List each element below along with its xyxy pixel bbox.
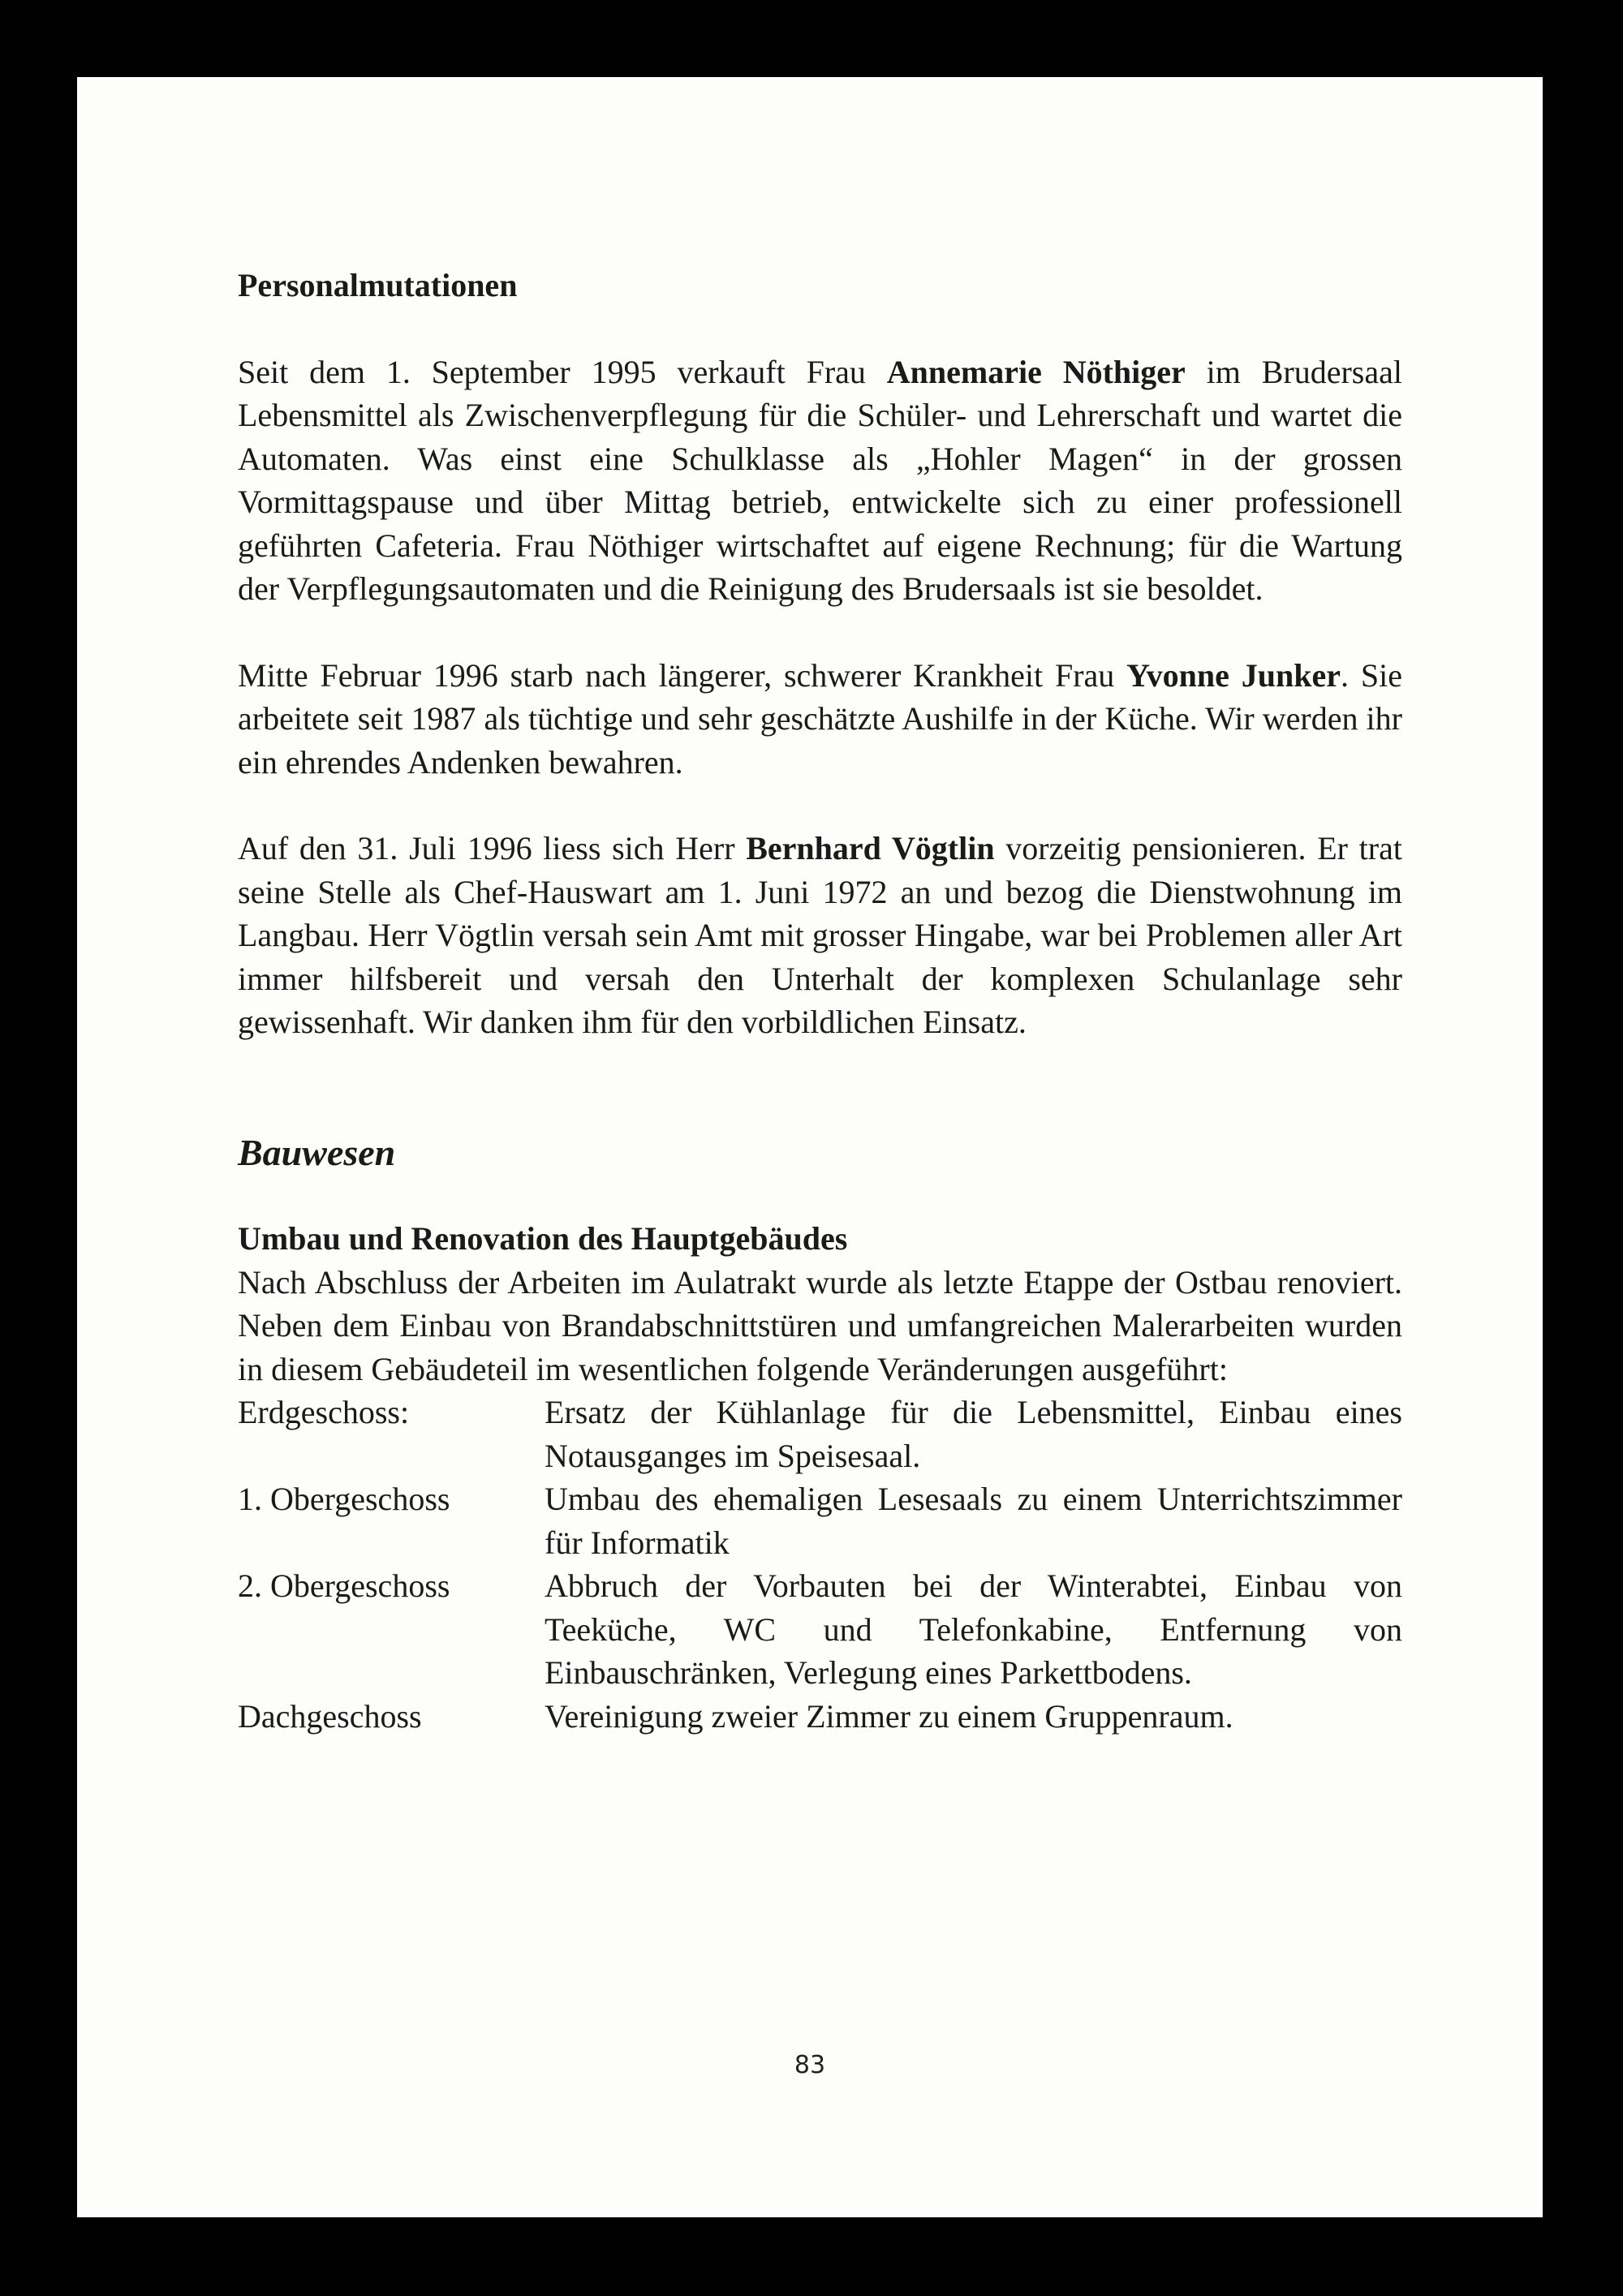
floor-list (238, 1391, 1402, 1738)
paragraph-voegtlin: Auf den 31. Juli 1996 liess sich Herr Bernhard Vögtlin vorzeitig pensionieren. Er trat seine Stelle als Chef-Hauswart am 1. Juni 1972 an und bezog die Dienstwohnung im Langbau. Herr Vögtlin versah sein Amt mit grosser Hingabe, war bei Problemen aller Art immer hilfsbereit und versah den Unterhalt der komplexen Schulanlage sehr gewissenhaft. Wir danken ihm für den vorbildlichen Einsatz. (238, 830, 1402, 1040)
floor-description: Abbruch der Vorbauten bei der Winterabtei, Einbau von Teeküche, WC und Telefonkabine, Entfernung von Einbauschränken, Verlegung eines Parkettbodens. (545, 1567, 1402, 1691)
person-name: Annemarie Nöthiger (886, 353, 1186, 390)
floor-label: Erdgeschoss: (238, 1394, 410, 1430)
paragraph-junker: Mitte Februar 1996 starb nach längerer, schwerer Krankheit Frau Yvonne Junker. Sie arbeitete seit 1987 als tüchtige und sehr geschätzte Aushilfe in der Küche. Wir werden ihr ein ehrendes Andenken bewahren. (238, 656, 1402, 780)
section-heading-personalmutationen: Personalmutationen (238, 267, 518, 303)
floor-label: 1. Obergeschoss (238, 1481, 450, 1517)
floor-row-dachgeschoss (238, 1695, 1402, 1739)
floor-description: Vereinigung zweier Zimmer zu einem Gruppenraum. (545, 1697, 1233, 1735)
person-name: Yvonne Junker (1126, 656, 1341, 694)
floor-row-1-obergeschoss (238, 1477, 1402, 1564)
paragraph-noethiger: Seit dem 1. September 1995 verkauft Frau Annemarie Nöthiger im Brudersaal Lebensmittel als Zwischenverpflegung für die Schüler- und Lehrerschaft und wartet die Automaten. Was einst eine Schulklasse als „Hohler Magen“ in der grossen Vormittagspause und über Mittag betrieb, entwickelte sich zu einer professionell geführten Cafeteria. Frau Nöthiger wirtschaftet auf eigene Rechnung; für die Wartung der Verpflegungsautomaten und die Reinigung des Brudersaals ist sie besoldet. (238, 353, 1402, 607)
floor-description: Umbau des ehemaligen Lesesaals zu einem Unterrichtszimmer für Informatik (545, 1481, 1402, 1561)
floor-label: Dachgeschoss (238, 1697, 422, 1735)
person-name: Bernhard Vögtlin (746, 830, 995, 866)
floor-label: 2. Obergeschoss (238, 1567, 450, 1604)
subheading-umbau: Umbau und Renovation des Hauptgebäudes (238, 1220, 848, 1257)
floor-row-2-obergeschoss (238, 1564, 1402, 1695)
section-title-bauwesen: Bauwesen (238, 1131, 396, 1173)
paragraph-renovation-intro: Nach Abschluss der Arbeiten im Aulatrakt wurde als letzte Etappe der Ostbau renoviert. Neben dem Einbau von Brandabschnittstüren und umfangreichen Malerarbeiten wurden in diesem Gebäudeteil im wesentlichen folgende Veränderungen ausgeführt: (238, 1263, 1402, 1387)
floor-description: Ersatz der Kühlanlage für die Lebensmittel, Einbau eines Notausganges im Speisesaal. (545, 1394, 1402, 1474)
page-content (238, 264, 1402, 1738)
document-page (77, 77, 1543, 2217)
page-number: 83 (794, 2051, 826, 2079)
floor-row-erdgeschoss (238, 1391, 1402, 1477)
